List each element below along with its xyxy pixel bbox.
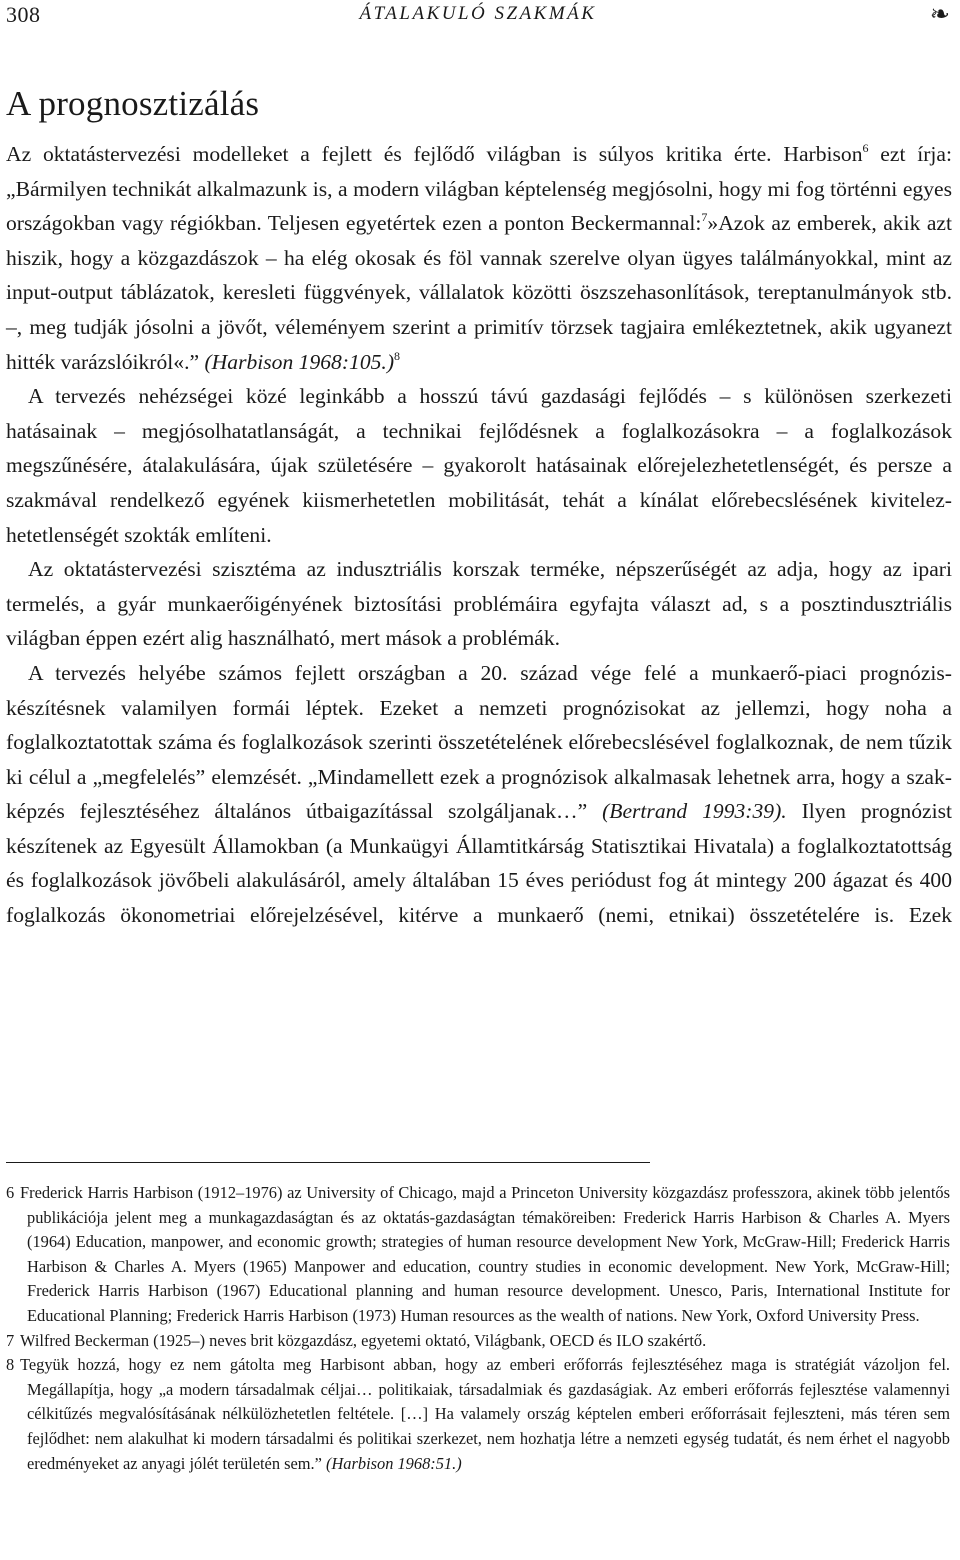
running-title: ÁTALAKULÓ SZAKMÁK [359, 3, 597, 24]
citation-bertrand-1993: (Bertrand 1993:39). [602, 799, 787, 824]
paragraph-4 [6, 656, 952, 933]
footnote-6 [6, 1181, 950, 1329]
footnote-ref-7[interactable]: 7 [701, 210, 708, 225]
footnote-text: Tegyük hozzá, hogy ez nem gátolta meg Harbisont abban, hogy az emberi erőforrás fejlesztéséhez maga is stratégiát vázoljon fel. Megállapítja, hogy „a modern társadalmak céljai… politikaiak, társadalmiak és gazdaságiak. Az emberi erőforrás fejlesztése valamennyi célkitűzés megvalósításának nélkülözhetetlen feltétele. […] Ha valamely ország képtelen emberi erőforrásait fejleszteni, más téren sem fejlődhet: nem alakulhat ki modern társadalmi és politikai szerkezet, nem hozhatja létre a nemzeti egység tudatát, és nem érhet el nagyobb eredményeket az anyagi jólét területén sem.” [20, 1355, 950, 1473]
paragraph-4-text-b: Ilyen prognózist készítenek az Egyesült Államokban (a Munkaügyi Államtitkárság Statisztikai Hivatala) a foglalkoztatottság és foglalkozások jövőbeli alakulásáról, amely általában 15 éves periódust fog át mintegy 200 ágazat és 400 foglalkozás ökonometriai előrejelzésével, kitérve a munkaerő (nemi, etnikai) összetételére is. Ezek [6, 799, 952, 928]
paragraph-1-text-c: »Azok az emberek, akik azt hiszik, hogy a közgazdászok – ha elég okosak és föl vannak szerelve olyan ügyes találmányokkal, mint az input-output táblázatok, keresleti függvények, vállalatok közötti öszszehasonlítások, tereptanulmányok stb. –, meg tudják jósolni a jövőt, véleményem szerint a primitív törzsek tagjaira emlékeztetnek, akik ugyanezt hitték varázslóikról«.” [6, 211, 952, 374]
footnote-text: Frederick Harris Harbison (1912–1976) az University of Chicago, majd a Princeton University közgazdász professzora, akinek több jelentős publikációja jelent meg a munkagazdaságtan és az oktatás-gazdaságtan témaköreiben: Frederick Harris Harbison & Charles A. Myers (1964) Education, manpower, and economic growth; strategies of human resource development New York, McGraw-Hill; Frederick Harris Harbison & Charles A. Myers (1965) Manpower and education, country studies in economic development. New York, McGraw-Hill; Frederick Harris Harbison (1967) Educational planning and human resource development. Unesco, Paris, International Institute for Educational Planning; Frederick Harris Harbison (1973) Human resources as the wealth of nations. New York, Oxford University Press. [20, 1183, 950, 1325]
paragraph-2: A tervezés nehézségei közé leginkább a hosszú távú gazdasági fejlődés – s különösen szerkezeti hatásainak – megjósolhatatlanságát, a technikai fejlődésnek a foglalkozásokra – a foglalkozások megszűnésére, átalakulására, újak születésére – gyakorolt hatásainak előrejelezhetetlenségét, és persze a szakmával rendelkező egyének kiismerhetetlen mobilitását, tehát a kínálat előrebecslésének kivitelezhetetlenségét szokták említeni. [6, 384, 952, 547]
paragraph-1-text-a: Az oktatástervezési modelleket a fejlett és fejlődő világban is súlyos kritika érte. Harbison [6, 142, 863, 166]
footnotes [6, 1181, 950, 1476]
page-number: 308 [6, 2, 41, 27]
footnote-7 [6, 1329, 950, 1354]
footnote-number: 7 [6, 1330, 15, 1350]
running-header [6, 2, 950, 28]
footnote-ref-6[interactable]: 6 [862, 141, 869, 155]
body-text [6, 137, 952, 933]
section-title: A prognosztizálás [6, 84, 260, 123]
footnote-citation: (Harbison 1968:51.) [326, 1453, 462, 1473]
footnote-ref-8[interactable]: 8 [394, 348, 401, 363]
footnote-number: 6 [6, 1183, 15, 1202]
footnote-text: Wilfred Beckerman (1925–) neves brit közgazdász, egyetemi oktató, Világbank, OECD és ILO szakértő. [20, 1330, 707, 1350]
paragraph-1-text-b: ezt írja: „Bármilyen technikát alkalmazunk is, a modern világban képtelenség megjósolni, hogy mi fog történni egyes országokban vagy régiókban. Teljesen egyetértek ezen a ponton Beckermannal: [6, 142, 952, 236]
paragraph-4-text-a: A tervezés helyébe számos fejlett országban a 20. század vége felé a munkaerő-piaci prognózis-készítésnek valamilyen formái léptek. Ezeket a nemzeti prognózisokat az jellemzi, hogy noha a foglalkoztatottak száma és foglalkozások szerinti összetételének előrebecslésével foglalkoznak, de nem tűzik ki célul a „megfelelés” elemzését. „Mindamellett ezek a prognózisok alkalmasak lehetnek arra, hogy a szakképzés fejlesztéséhez általános útbaigazítással szolgáljanak…” [6, 660, 952, 824]
footnote-separator [6, 1162, 650, 1163]
citation-harbison-1968: (Harbison 1968:105.) [204, 349, 395, 374]
fleuron-icon: ❧ [929, 2, 950, 28]
paragraph-3: Az oktatástervezési szisztéma az indusztriális korszak terméke, népszerűségét az adja, hogy az ipari termelés, a gyár munkaerőigényének biztosítási problémáira egyfajta választ ad, s a posztindusztriális világban éppen ezért alig használható, mert mások a problémák. [6, 557, 952, 651]
paragraph-1 [6, 137, 952, 379]
footnote-number: 8 [6, 1355, 15, 1375]
footnote-8 [6, 1353, 950, 1476]
